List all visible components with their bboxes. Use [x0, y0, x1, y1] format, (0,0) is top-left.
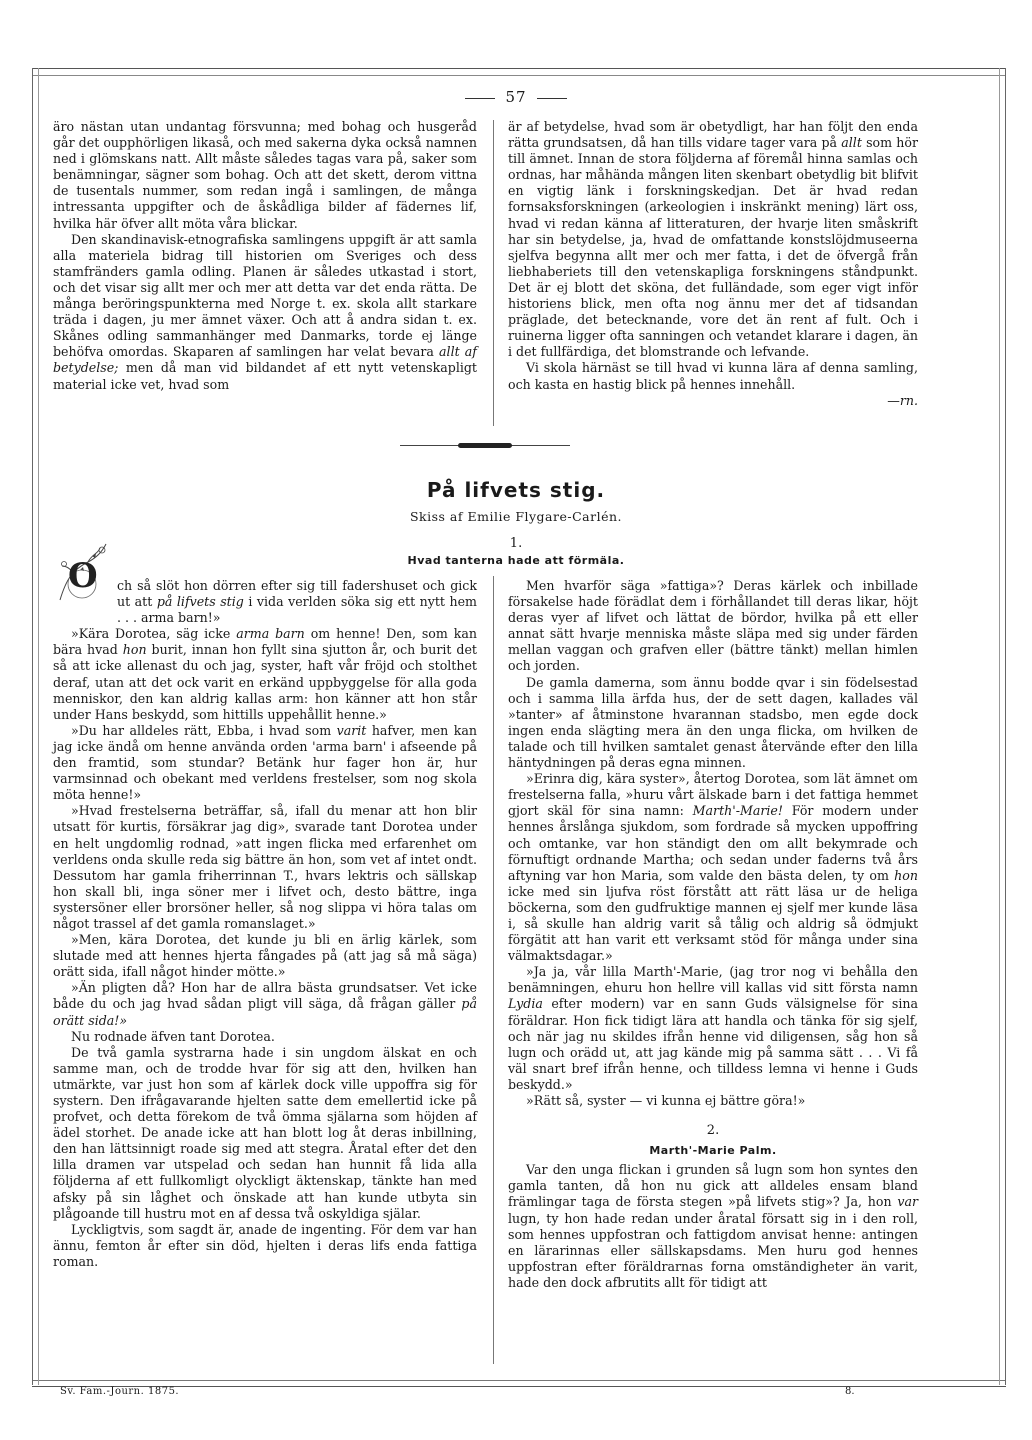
page-number: 57: [0, 88, 1032, 106]
ornamental-rule: [400, 444, 570, 447]
paragraph: ch så slöt hon dörren efter sig till fadershuset och gick ut att på lifvets stig i vida verlden söka sig ett nytt hem . . . arma barn!»: [117, 578, 478, 626]
paragraph: De två gamla systrarna hade i sin ungdom älskat en och samme man, och de trodde hvar för sig att den, hvilken han utmärkte, var just hon som af kärlek dock ville uppoffra sig för systern. Den ifrågavarande hjelten satte dem emellertid icke på profvet, och detta förekom de två ömma själarna som höjden af ädel storhet. De anade icke att han blott log åt deras inbillning, den han lättsinnigt roade sig med att stegra. Åratal efter det den lilla dramen var utspelad och sedan han hunnit få lida alla följderna af ett fullkomligt olyckligt äktenskap, tänkte han med afsky på sin låghet och önskade att han kunde utbyta sin plågoande till hustru mot en af dessa två oskyldiga själar.: [53, 1044, 477, 1221]
column-divider-top: [493, 120, 494, 426]
chapter-title: Marth'-Marie Palm.: [649, 1144, 777, 1158]
paragraph: Lyckligtvis, som sagdt är, anade de ingenting. För dem var han ännu, femton år efter sin död, hjelten i deras lifs enda fattiga roman.: [53, 1221, 477, 1269]
chapter-number: 2.: [706, 1123, 720, 1139]
signature: —rn.: [887, 392, 918, 408]
chapter-number: 1.: [509, 536, 523, 551]
paragraph: Vi skola härnäst se till hvad vi kunna lära af denna samling, och kasta en hastig blick på hennes innehåll.: [508, 360, 918, 392]
paragraph: »Ja ja, vår lilla Marth'-Marie, (jag tror nog vi behålla den benämningen, ehuru hon hellre vill kallas vid sitt första namn Lydia efter modern) var en sann Guds välsignelse för sina föräldrar. Hon fick tidigt lära att handla och tänka för sig sjelf, och när jag nu skildes ifrån henne vid diligensen, såg hon så lugn och orädd ut, att jag kände mig på samma sätt . . . Vi få väl snart bref ifrån henne, och tilldess lemna vi henne i Guds beskydd.»: [508, 964, 918, 1092]
page-border-top: [32, 68, 1006, 76]
chapter-title: Hvad tanterna hade att förmäla.: [407, 554, 625, 567]
story-right-column: [508, 578, 918, 1291]
paragraph: »Än pligten då? Hon har de allra bästa grundsatser. Vet icke både du och jag hvad sådan pligt vill säga, då frågan gäller på orätt sida!»: [53, 980, 477, 1028]
story-left-column: [53, 578, 477, 1270]
story-title: På lifvets stig.: [426, 478, 606, 502]
paragraph: »Hvad frestelserna beträffar, så, ifall du menar att hon blir utsatt för kurtis, försäkrar jag dig», svarade tant Dorotea under en helt ungdomlig rodnad, »att ingen flicka med erfarenhet om verldens onda skulle reda sig bättre än hon, som vet af intet ondt. Dessutom har gamla friherrinnan T., hvars lektris och sällskap hon skall bli, inga söner mer i lifvet och, desto bättre, inga systersöner eller brorsöner heller, så nog slippa vi höra talas om något trassel af det gamla romanslaget.»: [53, 803, 477, 931]
paragraph: Den skandinavisk-etnografiska samlingens uppgift är att samla alla materiela bidrag till historien om Sveriges och dess stamfränders gamla odling. Planen är således utkastad i stort, och det visar sig allt mer och mer att detta var det enda rätta. De många beröringspunkterna med Norge t. ex. skola allt starkare träda i dagen, ju mer ämnet växer. Och att å andra sidan t. ex. Skånes odling sammanhänger med Danmarks, torde ej länge behöfva omordas. Skaparen af samlingen har velat bevara allt af betydelse; men då man vid bildandet af ett nytt vetenskapligt material icke vet, hvad som: [53, 231, 477, 392]
story-subtitle: Skiss af Emilie Flygare-Carlén.: [409, 509, 623, 524]
footer-signature-mark: 8.: [845, 1386, 855, 1397]
page-border-left: [32, 68, 39, 1385]
article-top-left-column: [53, 119, 477, 393]
paragraph: Nu rodnade äfven tant Dorotea.: [71, 1028, 275, 1044]
paragraph: »Erinra dig, kära syster», återtog Dorotea, som lät ämnet om frestelserna falla, »huru vårt älskade barn i det fattiga hemmet gjort skäl för sina namn: Marth'-Marie! För modern under hennes årslånga sjukdom, som fordrade så mycken uppoffring och omtanke, var hon ständigt den om allt bekymrade och förnuftigt ordnande Martha; och sedan under faderns två års aftyning var hon Maria, som valde den bästa delen, ty om hon icke med sin ljufva röst förstått att rätt läsa ur de heliga böckerna, som den gudfruktige mannen ej sjelf mer kunde läsa i, så skulle han aldrig varit så tålig och aldrig så ödmjukt förgätit att han varit ett verksamt stöd för många under sina välmaktsdagar.»: [508, 771, 918, 964]
paragraph: är af betydelse, hvad som är obetydligt, har han följt den enda rätta grundsatsen, då han tills vidare tager vara på allt som hör till ämnet. Innan de stora följderna af föremål hinna samlas och ordnas, har måhända mången liten skenbart obetydlig bit blifvit en vigtig länk i forskningskedjan. Det är hvad redan fornsaksforskningen (arkeologien i inskränkt mening) lärt oss, hvad vi redan känna af litteraturen, der hvarje liten småskrift har sin betydelse, ja, hvad de omfattande konstslöjdmuseerna sjelfva begynna allt mer och mer fatta, i det de öfvergå från liebhaberiets till den vetenskapliga forskningens ståndpunkt. Det är ej blott det sköna, det fulländade, som eger vigt inför historiens blick, men ofta nog ännu mer det af tidsandan präglade, det betecknande, vore det än rent af fult. Och i ruinerna ligger ofta sanningen och vetandet klarare i dagen, än i det fullfärdiga, det blomstrande och lefvande.: [508, 119, 918, 360]
column-divider-bottom: [493, 576, 494, 1364]
paragraph: »Rätt så, syster — vi kunna ej bättre göra!»: [526, 1093, 806, 1108]
drop-cap-letter: O: [68, 556, 98, 596]
page-border-right: [999, 68, 1006, 1385]
paragraph: »Kära Dorotea, säg icke arma barn om henne! Den, som kan bära hvad hon burit, innan hon fyllt sina sjutton år, och burit det så att icke allenast du och jag, syster, haft vår fröjd och stolthet deraf, utan att det ock varit en erkänd uppbyggelse för alla goda menniskor, den kan aldrig kallas arm: hon känner att hon står under Hans beskydd, som hittills uppehållit henne.»: [53, 626, 477, 722]
paragraph: äro nästan utan undantag försvunna; med bohag och husgeråd går det oupphörligen likaså, och med sakerna dyka också namnen ned i glömskans natt. Allt måste således tagas vara på, saker som benämningar, sägner som bohag. Och att det skett, derom vittna de tusentals nummer, som redan ingå i samlingen, de många intressanta uppgifter och de åskådliga bilder af fädernes lif, hvilka här öfver allt möta våra blickar.: [53, 119, 477, 231]
paragraph: Var den unga flickan i grunden så lugn som hon syntes den gamla tanten, då hon nu gick att alldeles ensam bland främlingar taga de första stegen »på lifvets stig»? Ja, hon var lugn, ty hon hade redan under åratal försatt sig in i den roll, som hennes uppfostran och fattigdom anvisat henne: antingen en lärarinnas eller sällskapsdams. Men huru god hennes uppfostran efter föräldrarnas forna omständigheter än varit, hade den dock afbrutits allt för tidigt att: [508, 1162, 918, 1290]
paragraph: De gamla damerna, som ännu bodde qvar i sin födelsestad och i samma lilla ärfda hus, der de sett dagen, kallades väl »tanter» af åtminstone hvarannan stadsbo, men egde dock ingen enda slägting mera än den unga flicka, om hvilken de talade och till hvilken samtalet genast återvände efter den lilla häntydningen på deras egna minnen.: [508, 674, 918, 771]
article-top-right-column: [508, 119, 918, 409]
footer-journal: Sv. Fam.-Journ. 1875.: [60, 1386, 180, 1397]
paragraph: »Du har alldeles rätt, Ebba, i hvad som varit hafver, men kan jag icke ändå om henne använda orden 'arma barn' i afseende på den framtid, som stundar? Betänk hur fager hon är, hur varmsinnad och obekant med verldens frestelser, som nog skola möta henne!»: [53, 722, 477, 803]
paragraph: Men hvarför säga »fattiga»? Deras kärlek och inbillade försakelse hade förädlat dem i förhållandet till deras likar, höjt deras vyer af lifvet och lättat de bördor, hvilka på ett eller annat sätt hvarje menniska måste släpa med sig under färden mellan vaggan och grafven eller (bättre tänkt) mellan himlen och jorden.: [508, 578, 918, 674]
paragraph: »Men, kära Dorotea, det kunde ju bli en ärlig kärlek, som slutade med att hennes hjerta fångades på (att jag så må säga) orätt sida, ifall något hinder mötte.»: [53, 932, 477, 980]
